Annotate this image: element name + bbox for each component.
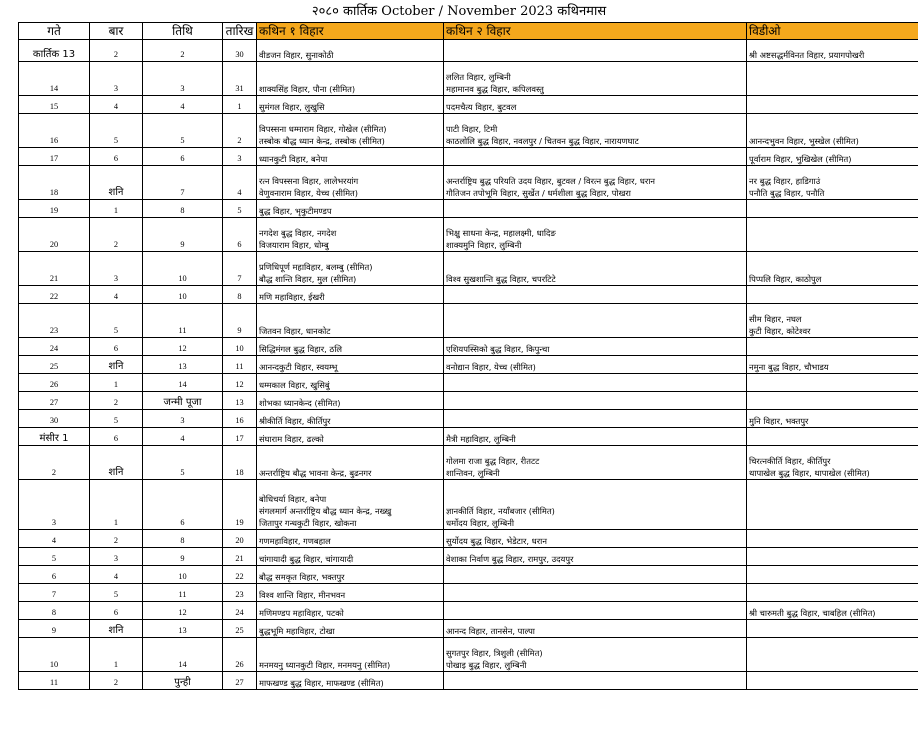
cell-kathin-2 — [444, 428, 747, 446]
vihar-entry: पिप्पलि विहार, काठोपुल — [749, 274, 822, 284]
cell-gate: 22 — [19, 286, 90, 304]
cell-tithi: 11 — [143, 304, 223, 338]
cell-kathin-1 — [257, 114, 444, 148]
cell-bar: 1 — [90, 480, 143, 530]
cell-kathin-1 — [257, 148, 444, 166]
cell-gate: 24 — [19, 338, 90, 356]
cell-video — [747, 566, 918, 584]
table-row — [19, 638, 918, 672]
cell-video — [747, 304, 918, 338]
cell-video — [747, 200, 918, 218]
table-row — [19, 530, 918, 548]
vihar-entry: एशियपस्सिको बुद्ध विहार, किपुन्चा — [446, 344, 550, 354]
vihar-entry: पनौति बुद्ध विहार, पनौति — [749, 188, 825, 198]
cell-date: 1 — [223, 96, 257, 114]
cell-date: 31 — [223, 62, 257, 96]
vihar-entry: वीडजन विहार, सुनाकोठी — [259, 50, 334, 60]
table-row — [19, 446, 918, 480]
cell-gate: 21 — [19, 252, 90, 286]
cell-kathin-2 — [444, 480, 747, 530]
cell-date: 4 — [223, 166, 257, 200]
cell-kathin-2 — [444, 672, 747, 690]
vihar-entry: पदमचैत्य विहार, बुटवल — [446, 102, 517, 112]
vihar-entry: संघाराम विहार, ढल्को — [259, 434, 324, 444]
table-header-row — [19, 23, 918, 40]
vihar-entry: सुर्योदय बुद्ध विहार, भेडेटार, धरान — [446, 536, 547, 546]
cell-video — [747, 392, 918, 410]
cell-kathin-2 — [444, 638, 747, 672]
cell-kathin-1 — [257, 286, 444, 304]
cell-video — [747, 218, 918, 252]
vihar-entry: शाक्यसिंह विहार, पौना (सीमित) — [259, 84, 356, 94]
cell-kathin-1 — [257, 584, 444, 602]
table-row — [19, 218, 918, 252]
cell-kathin-1 — [257, 374, 444, 392]
cell-kathin-2 — [444, 62, 747, 96]
cell-gate: 6 — [19, 566, 90, 584]
cell-kathin-2 — [444, 148, 747, 166]
cell-gate: मंसीर 1 — [19, 428, 90, 446]
vihar-entry: आनन्दभुवन विहार, भुस्खेल (सीमित) — [749, 136, 859, 146]
table-row — [19, 620, 918, 638]
cell-video — [747, 446, 918, 480]
table-row — [19, 548, 918, 566]
vihar-entry: ललित विहार, लुम्बिनी — [446, 72, 511, 82]
header-date: तारिख — [223, 23, 257, 40]
cell-date: 2 — [223, 114, 257, 148]
cell-bar: 6 — [90, 148, 143, 166]
vihar-entry: विजयाराम विहार, धोम्बु — [259, 240, 329, 250]
table-row — [19, 338, 918, 356]
vihar-entry: सिद्धिमंगल बुद्ध विहार, ठलि — [259, 344, 343, 354]
cell-bar: 1 — [90, 200, 143, 218]
table-row — [19, 356, 918, 374]
cell-date: 21 — [223, 548, 257, 566]
cell-video — [747, 410, 918, 428]
cell-kathin-2 — [444, 374, 747, 392]
cell-gate: कार्तिक 13 — [19, 40, 90, 62]
cell-tithi: 10 — [143, 286, 223, 304]
vihar-entry: शान्तिवन, लुम्बिनी — [446, 468, 500, 478]
header-gate: गते — [19, 23, 90, 40]
vihar-entry: अन्तर्राष्ट्रिय बुद्ध परियति उदय विहार, बुटवल / विरत्न बुद्ध विहार, धरान — [446, 176, 655, 186]
cell-date: 13 — [223, 392, 257, 410]
cell-date: 27 — [223, 672, 257, 690]
vihar-entry: वेणुवनाराम विहार, येच्च (सीमित) — [259, 188, 359, 198]
table-row — [19, 584, 918, 602]
cell-gate: 14 — [19, 62, 90, 96]
cell-kathin-2 — [444, 286, 747, 304]
cell-date: 19 — [223, 480, 257, 530]
cell-bar: 2 — [90, 530, 143, 548]
cell-kathin-1 — [257, 530, 444, 548]
cell-video — [747, 480, 918, 530]
cell-kathin-2 — [444, 602, 747, 620]
vihar-entry: प्रणिधिपूर्ण महाविहार, बलम्बु (सीमित) — [259, 262, 373, 272]
vihar-entry: वनोद्यान विहार, येच्च (सीमित) — [446, 362, 536, 372]
vihar-entry: सुगतपुर विहार, त्रिशुली (सीमित) — [446, 648, 543, 658]
header-bar: बार — [90, 23, 143, 40]
vihar-entry: अन्तर्राष्ट्रिय बौद्ध भावना केन्द्र, बुढनगर — [259, 468, 372, 478]
cell-video — [747, 584, 918, 602]
vihar-entry: शोभका ध्यानकेन्द (सीमित) — [259, 398, 341, 408]
table-row — [19, 428, 918, 446]
cell-video — [747, 338, 918, 356]
cell-tithi: 4 — [143, 428, 223, 446]
cell-video — [747, 40, 918, 62]
vihar-entry: पूर्वाराम विहार, भुखिखेल (सीमित) — [749, 154, 852, 164]
cell-kathin-2 — [444, 40, 747, 62]
header-kathin-2: कथिन २ विहार — [444, 23, 747, 40]
cell-kathin-1 — [257, 392, 444, 410]
vihar-entry: आनन्दकुटी विहार, स्वयम्भू — [259, 362, 338, 372]
cell-kathin-1 — [257, 428, 444, 446]
cell-bar: 6 — [90, 338, 143, 356]
cell-bar: 2 — [90, 392, 143, 410]
cell-kathin-2 — [444, 96, 747, 114]
vihar-entry: सीम विहार, नघल — [749, 314, 802, 324]
vihar-entry: जितवन विहार, धानकोट — [259, 326, 331, 336]
vihar-entry: तस्बोक बौद्ध ध्यान केन्द्र, तस्बोक (सीमित) — [259, 136, 385, 146]
cell-tithi: 12 — [143, 602, 223, 620]
table-row — [19, 96, 918, 114]
vihar-entry: मणिमण्डप महाविहार, पटको — [259, 608, 344, 618]
vihar-entry: बौद्ध समकृत विहार, भक्तपुर — [259, 572, 345, 582]
cell-kathin-2 — [444, 218, 747, 252]
cell-date: 17 — [223, 428, 257, 446]
cell-gate: 9 — [19, 620, 90, 638]
cell-tithi: 11 — [143, 584, 223, 602]
vihar-entry: चिरत्नकीर्ति विहार, कीर्तिपुर — [749, 456, 831, 466]
cell-gate: 11 — [19, 672, 90, 690]
cell-date: 25 — [223, 620, 257, 638]
vihar-entry: विश्व शान्ति विहार, मीनभवन — [259, 590, 346, 600]
vihar-entry: नर बुद्ध विहार, हाडिगाउं — [749, 176, 821, 186]
vihar-entry: बोधिचर्या विहार, बनेपा — [259, 494, 327, 504]
cell-kathin-2 — [444, 410, 747, 428]
cell-video — [747, 114, 918, 148]
cell-date: 6 — [223, 218, 257, 252]
cell-bar: 5 — [90, 114, 143, 148]
cell-kathin-2 — [444, 584, 747, 602]
cell-kathin-2 — [444, 446, 747, 480]
cell-date: 30 — [223, 40, 257, 62]
header-kathin-1: कथिन १ विहार — [257, 23, 444, 40]
cell-video — [747, 148, 918, 166]
cell-gate: 2 — [19, 446, 90, 480]
vihar-entry: मनमयनु ध्यानकुटी विहार, मनमयनु (सीमित) — [259, 660, 391, 670]
cell-kathin-1 — [257, 356, 444, 374]
cell-gate: 25 — [19, 356, 90, 374]
vihar-entry: महामानव बुद्ध विहार, कपिलवस्तु — [446, 84, 544, 94]
cell-kathin-1 — [257, 480, 444, 530]
cell-gate: 26 — [19, 374, 90, 392]
table-row — [19, 304, 918, 338]
cell-bar: 1 — [90, 374, 143, 392]
cell-video — [747, 356, 918, 374]
vihar-entry: पोखाइ बुद्ध विहार, लुम्बिनी — [446, 660, 527, 670]
cell-date: 9 — [223, 304, 257, 338]
cell-bar: 5 — [90, 304, 143, 338]
table-row — [19, 392, 918, 410]
cell-kathin-1 — [257, 166, 444, 200]
page-title: २०८० कार्तिक October / November 2023 कथिनमास — [311, 4, 607, 19]
cell-tithi: 7 — [143, 166, 223, 200]
vihar-entry: मैत्री महाविहार, लुम्बिनी — [446, 434, 516, 444]
vihar-entry: कुटी विहार, कोटेश्वर — [749, 326, 811, 336]
cell-video — [747, 252, 918, 286]
cell-kathin-1 — [257, 638, 444, 672]
vihar-entry: ध्यानकुटी विहार, बनेपा — [259, 154, 328, 164]
cell-kathin-2 — [444, 548, 747, 566]
cell-tithi: 3 — [143, 410, 223, 428]
table-row — [19, 148, 918, 166]
table-row — [19, 374, 918, 392]
cell-bar: 6 — [90, 602, 143, 620]
cell-kathin-1 — [257, 410, 444, 428]
cell-gate: 18 — [19, 166, 90, 200]
cell-kathin-1 — [257, 96, 444, 114]
cell-tithi: 14 — [143, 374, 223, 392]
vihar-entry: श्री अष्टसद्धर्मविनत विहार, प्रयागपोखरी — [749, 50, 865, 60]
table-row — [19, 166, 918, 200]
cell-gate: 30 — [19, 410, 90, 428]
cell-tithi: 3 — [143, 62, 223, 96]
cell-video — [747, 672, 918, 690]
table-row — [19, 480, 918, 530]
cell-gate: 27 — [19, 392, 90, 410]
table-row — [19, 286, 918, 304]
cell-date: 18 — [223, 446, 257, 480]
cell-date: 16 — [223, 410, 257, 428]
vihar-entry: बुद्धभूमि महाविहार, टोखा — [259, 626, 335, 636]
vihar-entry: विश्व सुखशान्ति बुद्ध विहार, चपरटिटे — [446, 274, 556, 284]
cell-tithi: 8 — [143, 200, 223, 218]
table-row — [19, 410, 918, 428]
cell-tithi: 6 — [143, 480, 223, 530]
table-row — [19, 252, 918, 286]
cell-tithi: 9 — [143, 548, 223, 566]
cell-video — [747, 602, 918, 620]
cell-date: 10 — [223, 338, 257, 356]
cell-tithi: 4 — [143, 96, 223, 114]
cell-kathin-1 — [257, 672, 444, 690]
cell-kathin-1 — [257, 566, 444, 584]
cell-video — [747, 428, 918, 446]
cell-tithi: 10 — [143, 252, 223, 286]
vihar-entry: बुद्ध विहार, भृकुटीमण्डप — [259, 206, 332, 216]
cell-date: 7 — [223, 252, 257, 286]
vihar-entry: वेशाका निर्वाण बुद्ध विहार, रामपुर, उदयपुर — [446, 554, 574, 564]
cell-kathin-2 — [444, 304, 747, 338]
cell-tithi: 5 — [143, 114, 223, 148]
cell-gate: 3 — [19, 480, 90, 530]
cell-kathin-1 — [257, 252, 444, 286]
header-video: विडीओ — [747, 23, 918, 40]
cell-date: 24 — [223, 602, 257, 620]
kathin-schedule-table — [18, 22, 918, 690]
vihar-entry: मुनि विहार, भक्तपुर — [749, 416, 809, 426]
vihar-entry: श्री चारुमती बुद्ध विहार, चाबहिल (सीमित) — [749, 608, 876, 618]
table-row — [19, 114, 918, 148]
vihar-entry: श्रीकीर्ति विहार, कीर्तिपुर — [259, 416, 331, 426]
cell-kathin-2 — [444, 252, 747, 286]
cell-tithi: 8 — [143, 530, 223, 548]
cell-bar: शनि — [90, 356, 143, 374]
vihar-entry: गणमहाविहार, गणबहाल — [259, 536, 331, 546]
cell-kathin-1 — [257, 446, 444, 480]
cell-video — [747, 96, 918, 114]
cell-bar: शनि — [90, 620, 143, 638]
cell-tithi: 9 — [143, 218, 223, 252]
vihar-entry: माफखण्ड बुद्ध विहार, माफखण्ड (सीमित) — [259, 678, 384, 688]
cell-kathin-1 — [257, 200, 444, 218]
cell-kathin-2 — [444, 530, 747, 548]
cell-date: 12 — [223, 374, 257, 392]
vihar-entry: धर्मोदय विहार, लुम्बिनी — [446, 518, 515, 528]
cell-date: 26 — [223, 638, 257, 672]
cell-kathin-2 — [444, 338, 747, 356]
vihar-entry: संगलमार्ग अन्तर्राष्ट्रिय बौद्ध ध्यान केन्द्र, नख्खु — [259, 506, 392, 516]
cell-bar: 3 — [90, 252, 143, 286]
cell-gate: 7 — [19, 584, 90, 602]
cell-video — [747, 374, 918, 392]
table-row — [19, 602, 918, 620]
cell-date: 11 — [223, 356, 257, 374]
cell-tithi: जन्मी पूजा — [143, 392, 223, 410]
cell-bar: 5 — [90, 410, 143, 428]
cell-tithi: 5 — [143, 446, 223, 480]
table-body — [19, 40, 918, 690]
vihar-entry: बौद्ध शान्ति विहार, मुल (सीमित) — [259, 274, 357, 284]
cell-gate: 20 — [19, 218, 90, 252]
vihar-entry: शाक्यमुनि विहार, लुम्बिनी — [446, 240, 522, 250]
table-row — [19, 566, 918, 584]
cell-video — [747, 620, 918, 638]
cell-bar: शनि — [90, 166, 143, 200]
vihar-entry: रत्न विपस्सना विहार, लालेभरयांग — [259, 176, 359, 186]
cell-kathin-1 — [257, 218, 444, 252]
vihar-entry: विपस्सना धम्माराम विहार, गोखेल (सीमित) — [259, 124, 387, 134]
cell-kathin-1 — [257, 304, 444, 338]
vihar-entry: धम्मकाल विहार, खुसिबुं — [259, 380, 330, 390]
vihar-entry: ज्ञानकीर्ति विहार, नयाँबजार (सीमित) — [446, 506, 555, 516]
table-row — [19, 40, 918, 62]
header-tithi: तिथि — [143, 23, 223, 40]
cell-bar: 2 — [90, 218, 143, 252]
cell-tithi: 13 — [143, 620, 223, 638]
cell-bar: 2 — [90, 40, 143, 62]
cell-date: 22 — [223, 566, 257, 584]
cell-date: 23 — [223, 584, 257, 602]
cell-bar: 4 — [90, 96, 143, 114]
cell-gate: 10 — [19, 638, 90, 672]
cell-bar: 1 — [90, 638, 143, 672]
cell-kathin-2 — [444, 566, 747, 584]
cell-bar: 3 — [90, 548, 143, 566]
vihar-entry: गोलमा राजा बुद्ध विहार, रीतटट — [446, 456, 540, 466]
table-row — [19, 200, 918, 218]
vihar-entry: भिक्षु साधना केन्द्र, महालक्ष्मी, धादिङ — [446, 228, 556, 238]
cell-tithi: 6 — [143, 148, 223, 166]
vihar-entry: आनन्द विहार, तानसेन, पाल्पा — [446, 626, 535, 636]
cell-video — [747, 286, 918, 304]
cell-kathin-1 — [257, 620, 444, 638]
cell-kathin-1 — [257, 40, 444, 62]
cell-tithi: पुन्ही — [143, 672, 223, 690]
cell-bar: 5 — [90, 584, 143, 602]
cell-date: 3 — [223, 148, 257, 166]
cell-kathin-1 — [257, 548, 444, 566]
vihar-entry: थापाखेल बुद्ध विहार, थापाखेल (सीमित) — [749, 468, 870, 478]
cell-tithi: 13 — [143, 356, 223, 374]
cell-gate: 23 — [19, 304, 90, 338]
cell-kathin-2 — [444, 114, 747, 148]
cell-video — [747, 166, 918, 200]
cell-kathin-1 — [257, 338, 444, 356]
cell-date: 20 — [223, 530, 257, 548]
cell-kathin-2 — [444, 166, 747, 200]
vihar-entry: नमुना बुद्ध विहार, चौभाडय — [749, 362, 829, 372]
vihar-entry: जितापुर गन्धकुटी विहार, खोकना — [259, 518, 357, 528]
vihar-entry: पाटी विहार, टिमी — [446, 124, 498, 134]
cell-bar: 6 — [90, 428, 143, 446]
cell-kathin-1 — [257, 602, 444, 620]
cell-kathin-2 — [444, 392, 747, 410]
cell-gate: 19 — [19, 200, 90, 218]
vihar-entry: मणि महाविहार, ईखरी — [259, 292, 325, 302]
cell-date: 5 — [223, 200, 257, 218]
cell-video — [747, 62, 918, 96]
cell-gate: 15 — [19, 96, 90, 114]
cell-gate: 17 — [19, 148, 90, 166]
cell-tithi: 10 — [143, 566, 223, 584]
cell-video — [747, 530, 918, 548]
cell-gate: 5 — [19, 548, 90, 566]
cell-tithi: 12 — [143, 338, 223, 356]
cell-kathin-2 — [444, 620, 747, 638]
cell-date: 8 — [223, 286, 257, 304]
cell-gate: 8 — [19, 602, 90, 620]
cell-gate: 4 — [19, 530, 90, 548]
cell-tithi: 14 — [143, 638, 223, 672]
cell-kathin-2 — [444, 356, 747, 374]
cell-video — [747, 548, 918, 566]
cell-bar: 2 — [90, 672, 143, 690]
vihar-entry: सुमंगल विहार, लुखुसि — [259, 102, 325, 112]
cell-bar: 4 — [90, 286, 143, 304]
vihar-entry: चांगायादी बुद्ध विहार, चांगायादी — [259, 554, 354, 564]
vihar-entry: नगदेश बुद्ध विहार, नगदेश — [259, 228, 337, 238]
cell-bar: 4 — [90, 566, 143, 584]
cell-bar: शनि — [90, 446, 143, 480]
vihar-entry: गौतिजन तपोभूमि विहार, सुर्खेत / धर्मशीला बुद्ध विहार, पोखरा — [446, 188, 631, 198]
table-row — [19, 62, 918, 96]
cell-tithi: 2 — [143, 40, 223, 62]
table-row — [19, 672, 918, 690]
cell-gate: 16 — [19, 114, 90, 148]
cell-video — [747, 638, 918, 672]
vihar-entry: काठलोलि बुद्ध विहार, नवलपुर / चितवन बुद्ध विहार, नारायणघाट — [446, 136, 639, 146]
cell-bar: 3 — [90, 62, 143, 96]
cell-kathin-2 — [444, 200, 747, 218]
cell-kathin-1 — [257, 62, 444, 96]
